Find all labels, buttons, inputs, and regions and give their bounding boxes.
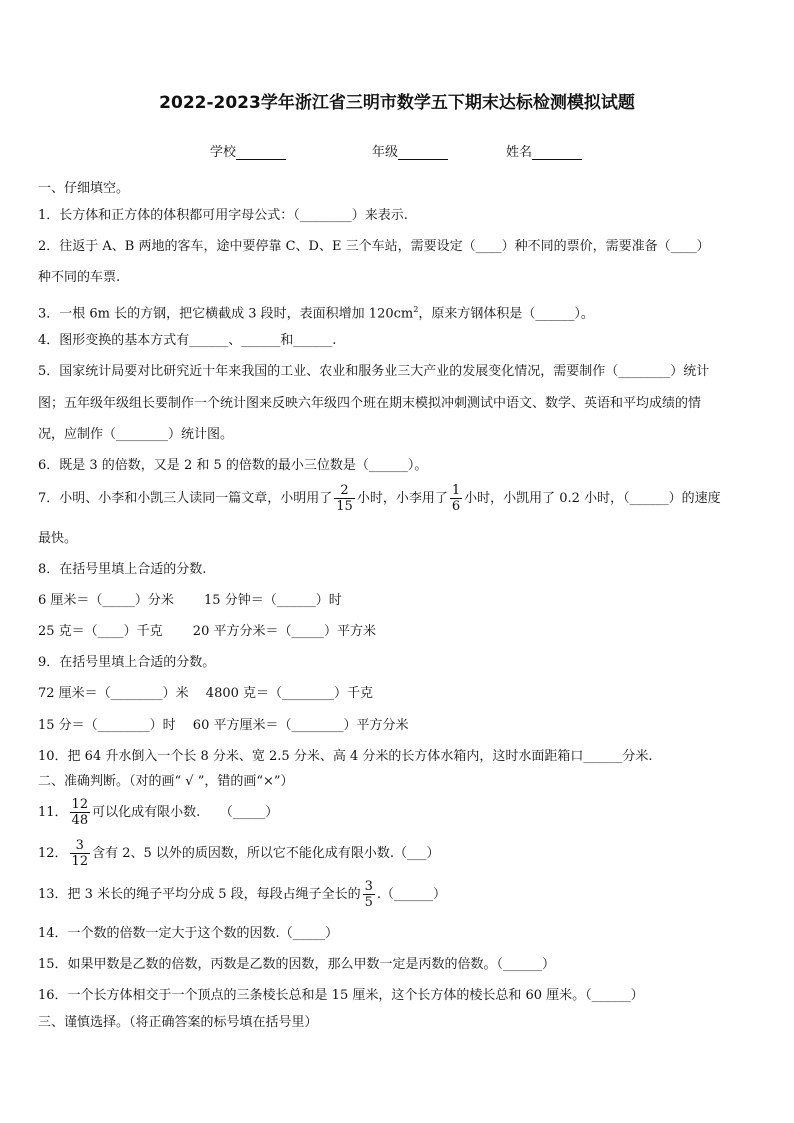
school-label: 学校 [210, 145, 237, 160]
fraction-numerator: 3 [364, 879, 373, 894]
question-9-row-1: 72 厘米＝（________）米 4800 克＝（________）千克 [38, 686, 374, 701]
name-label: 姓名 [506, 145, 533, 160]
question-11-number: 11． [38, 805, 68, 820]
section-2-heading: 二、准确判断。（对的画“ √ ”，错的画“×”） [38, 774, 294, 789]
question-9-row-2: 15 分＝（________）时 60 平方厘米＝（________）平方分米 [38, 718, 409, 733]
question-11 [38, 797, 758, 828]
page-title: 2022-2023学年浙江省三明市数学五下期末达标检测模拟试题 [159, 93, 635, 113]
grade-field [372, 141, 448, 160]
question-8: 8．在括号里填上合适的分数. [38, 562, 207, 577]
question-4: 4．图形变换的基本方式有______、______和______. [38, 333, 337, 348]
question-5-line-2: 图；五年级年级组长要制作一个统计图来反映六年级四个班在期末模拟冲刺测试中语文、数学、英语和平均成绩的情 [38, 396, 702, 411]
question-5-line-3: 况，应制作（________）统计图。 [38, 427, 234, 442]
question-13-text: 13．把 3 米长的绳子平均分成 5 段，每段占绳子全长的 [38, 887, 361, 902]
question-2-line-1: 2．往返于 A、B 两地的客车，途中要停靠 C、D、E 三个车站，需要设定（____）种不同的票价，需要准备（____） [38, 239, 710, 254]
question-3-text-end: ，原来方钢体积是（______）。 [418, 306, 594, 322]
section-3-heading: 三、谨慎选择。（将正确答案的标号填在括号里） [38, 1015, 318, 1030]
fraction-denominator: 5 [364, 895, 373, 910]
question-3 [38, 302, 758, 322]
fraction-denominator: 6 [451, 499, 461, 514]
question-7-text-b: 小时，小李用了 [356, 491, 448, 506]
school-blank[interactable] [236, 145, 286, 160]
question-7-line-2: 最快。 [38, 531, 78, 546]
question-1: 1．长方体和正方体的体积都可用字母公式：（________）来表示. [38, 208, 408, 223]
question-8-row-2: 25 克＝（____）千克 20 平方分米＝（_____）平方米 [38, 624, 376, 639]
fraction-denominator: 15 [336, 499, 353, 514]
fraction-denominator: 48 [71, 813, 89, 828]
fraction-denominator: 12 [71, 854, 89, 869]
question-3-text: 3．一根 6m 长的方钢，把它横截成 3 段时，表面积增加 120cm [38, 306, 414, 322]
question-2-line-2: 种不同的车票. [38, 270, 121, 285]
question-7-line-1 [38, 483, 758, 514]
section-1-heading: 一、仔细填空。 [38, 181, 130, 196]
fraction-numerator: 3 [70, 838, 91, 854]
question-7-text-c: 小时，小凯用了 0.2 小时，（______）的速度 [464, 491, 721, 506]
fraction-3-12 [70, 838, 91, 869]
question-13-text-end: .（______） [376, 887, 447, 902]
question-16: 16．一个长方体相交于一个顶点的三条棱长总和是 15 厘米，这个长方体的棱长总和 60 厘米。（______） [38, 988, 644, 1003]
fraction-12-48 [70, 797, 91, 828]
name-field [506, 141, 582, 160]
question-7-text-a: 7．小明、小李和小凯三人读同一篇文章，小明用了 [38, 491, 333, 506]
question-5-line-1: 5．国家统计局要对比研究近十年来我国的工业、农业和服务业三大产业的发展变化情况，需要制作（________）统计 [38, 364, 710, 379]
question-12 [38, 838, 758, 869]
fraction-2-15 [334, 483, 355, 514]
question-12-text: 含有 2、5 以外的质因数，所以它不能化成有限小数.（___） [92, 846, 440, 861]
question-13 [38, 879, 758, 910]
question-12-number: 12． [38, 846, 68, 861]
name-blank[interactable] [532, 145, 582, 160]
question-14: 14．一个数的倍数一定大于这个数的因数.（_____） [38, 926, 339, 941]
fraction-numerator: 1 [451, 483, 461, 498]
question-9: 9．在括号里填上合适的分数。 [38, 655, 216, 670]
school-field [210, 141, 286, 160]
fraction-1-6 [450, 483, 462, 514]
grade-label: 年级 [372, 145, 399, 160]
grade-blank[interactable] [398, 145, 448, 160]
fraction-3-5 [363, 879, 375, 910]
fraction-numerator: 12 [71, 797, 89, 812]
fraction-numerator: 2 [334, 483, 355, 499]
question-6: 6．既是 3 的倍数，又是 2 和 5 的倍数的最小三位数是（______）。 [38, 458, 428, 473]
question-3-exponent: 2 [413, 305, 419, 314]
question-11-text: 可以化成有限小数. （_____） [92, 805, 279, 820]
question-10: 10．把 64 升水倒入一个长 8 分米、宽 2.5 分米、高 4 分米的长方体水箱内，这时水面距箱口______分米. [38, 749, 653, 764]
question-8-row-1: 6 厘米＝（_____）分米 15 分钟＝（______）时 [38, 593, 342, 608]
question-15: 15．如果甲数是乙数的倍数，丙数是乙数的因数，那么甲数一定是丙数的倍数。（______） [38, 957, 556, 972]
